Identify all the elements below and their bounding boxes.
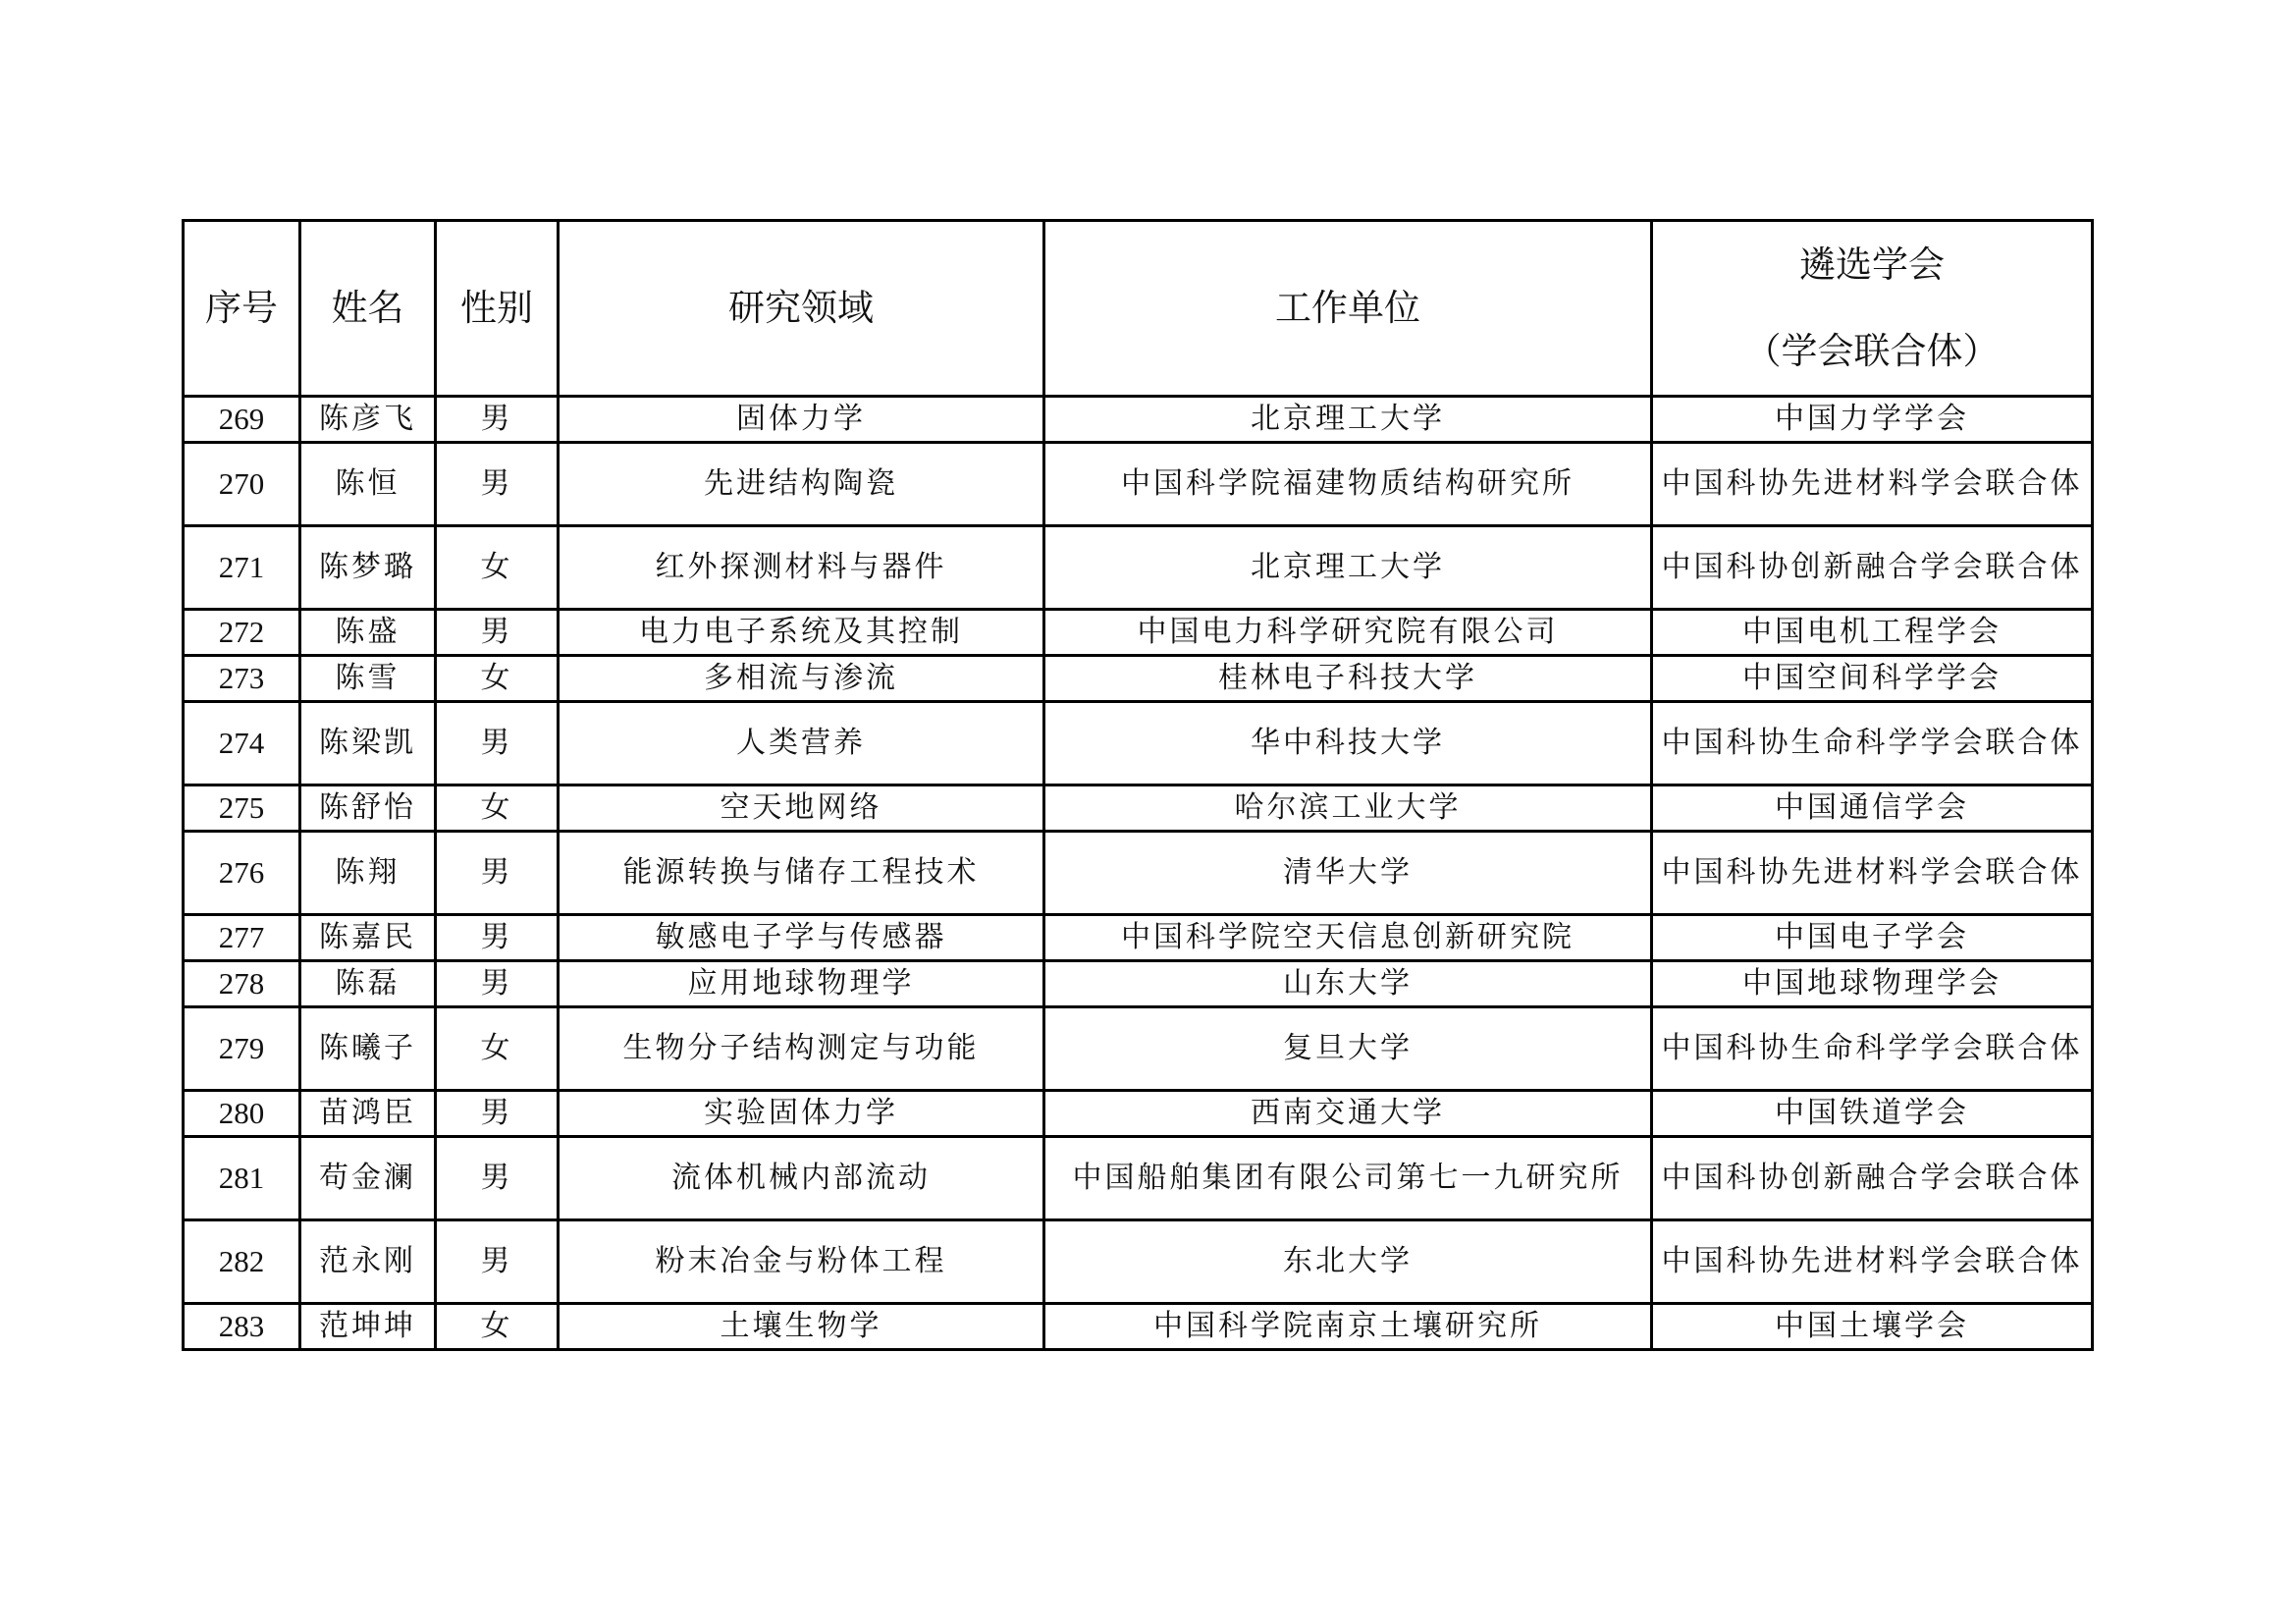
cell-gender: 男 (436, 702, 559, 785)
cell-org: 东北大学 (1044, 1220, 1652, 1304)
table-body (184, 397, 2093, 1350)
cell-name: 范坤坤 (300, 1304, 436, 1350)
cell-society: 中国通信学会 (1652, 785, 2093, 832)
table-row (184, 1220, 2093, 1304)
cell-gender: 男 (436, 1220, 559, 1304)
table-row (184, 1304, 2093, 1350)
table-row (184, 526, 2093, 610)
cell-field: 能源转换与储存工程技术 (559, 832, 1044, 915)
cell-org: 北京理工大学 (1044, 526, 1652, 610)
cell-gender: 女 (436, 785, 559, 832)
roster-sheet (182, 219, 2091, 1351)
cell-field: 生物分子结构测定与功能 (559, 1007, 1044, 1091)
cell-org: 中国科学院空天信息创新研究院 (1044, 915, 1652, 961)
cell-society: 中国地球物理学会 (1652, 961, 2093, 1007)
cell-society: 中国空间科学学会 (1652, 656, 2093, 702)
cell-name: 陈磊 (300, 961, 436, 1007)
table-row (184, 397, 2093, 443)
header-society (1652, 221, 2093, 397)
header-gender: 性别 (436, 221, 559, 397)
header-row (184, 221, 2093, 397)
cell-seq: 275 (184, 785, 300, 832)
cell-field: 先进结构陶瓷 (559, 443, 1044, 526)
cell-seq: 270 (184, 443, 300, 526)
table-row (184, 702, 2093, 785)
cell-seq: 269 (184, 397, 300, 443)
cell-name: 陈舒怡 (300, 785, 436, 832)
cell-society: 中国科协生命科学学会联合体 (1652, 1007, 2093, 1091)
cell-name: 苟金澜 (300, 1137, 436, 1220)
cell-org: 华中科技大学 (1044, 702, 1652, 785)
table-row (184, 1137, 2093, 1220)
cell-name: 陈翔 (300, 832, 436, 915)
cell-field: 人类营养 (559, 702, 1044, 785)
cell-name: 陈雪 (300, 656, 436, 702)
header-society-line2: （学会联合体） (1744, 330, 2000, 372)
cell-society: 中国科协先进材料学会联合体 (1652, 832, 2093, 915)
cell-seq: 281 (184, 1137, 300, 1220)
cell-org: 桂林电子科技大学 (1044, 656, 1652, 702)
cell-society: 中国电机工程学会 (1652, 610, 2093, 656)
cell-gender: 男 (436, 832, 559, 915)
cell-gender: 男 (436, 1091, 559, 1137)
cell-gender: 女 (436, 656, 559, 702)
cell-society: 中国科协先进材料学会联合体 (1652, 1220, 2093, 1304)
cell-seq: 279 (184, 1007, 300, 1091)
cell-name: 陈梁凯 (300, 702, 436, 785)
cell-org: 中国科学院福建物质结构研究所 (1044, 443, 1652, 526)
cell-field: 多相流与渗流 (559, 656, 1044, 702)
cell-gender: 男 (436, 610, 559, 656)
cell-field: 应用地球物理学 (559, 961, 1044, 1007)
cell-society: 中国科协创新融合学会联合体 (1652, 1137, 2093, 1220)
table-row (184, 961, 2093, 1007)
cell-field: 红外探测材料与器件 (559, 526, 1044, 610)
cell-society: 中国电子学会 (1652, 915, 2093, 961)
table-row (184, 832, 2093, 915)
cell-seq: 277 (184, 915, 300, 961)
cell-gender: 女 (436, 526, 559, 610)
cell-name: 陈盛 (300, 610, 436, 656)
cell-name: 陈恒 (300, 443, 436, 526)
cell-field: 空天地网络 (559, 785, 1044, 832)
cell-seq: 273 (184, 656, 300, 702)
cell-seq: 278 (184, 961, 300, 1007)
header-org: 工作单位 (1044, 221, 1652, 397)
cell-gender: 男 (436, 1137, 559, 1220)
cell-field: 实验固体力学 (559, 1091, 1044, 1137)
cell-name: 陈彦飞 (300, 397, 436, 443)
cell-org: 西南交通大学 (1044, 1091, 1652, 1137)
header-seq: 序号 (184, 221, 300, 397)
cell-society: 中国土壤学会 (1652, 1304, 2093, 1350)
cell-org: 北京理工大学 (1044, 397, 1652, 443)
cell-seq: 280 (184, 1091, 300, 1137)
table-row (184, 610, 2093, 656)
cell-gender: 男 (436, 443, 559, 526)
cell-field: 电力电子系统及其控制 (559, 610, 1044, 656)
cell-name: 苗鸿臣 (300, 1091, 436, 1137)
cell-society: 中国科协创新融合学会联合体 (1652, 526, 2093, 610)
cell-gender: 男 (436, 961, 559, 1007)
cell-name: 陈曦子 (300, 1007, 436, 1091)
cell-seq: 271 (184, 526, 300, 610)
cell-gender: 男 (436, 397, 559, 443)
cell-field: 流体机械内部流动 (559, 1137, 1044, 1220)
cell-field: 固体力学 (559, 397, 1044, 443)
cell-society: 中国力学学会 (1652, 397, 2093, 443)
cell-org: 山东大学 (1044, 961, 1652, 1007)
header-field: 研究领域 (559, 221, 1044, 397)
cell-org: 中国科学院南京土壤研究所 (1044, 1304, 1652, 1350)
cell-field: 粉末冶金与粉体工程 (559, 1220, 1044, 1304)
cell-seq: 283 (184, 1304, 300, 1350)
table-row (184, 915, 2093, 961)
cell-name: 陈嘉民 (300, 915, 436, 961)
header-name: 姓名 (300, 221, 436, 397)
cell-gender: 男 (436, 915, 559, 961)
table-row (184, 656, 2093, 702)
cell-org: 哈尔滨工业大学 (1044, 785, 1652, 832)
cell-society: 中国科协生命科学学会联合体 (1652, 702, 2093, 785)
cell-org: 中国电力科学研究院有限公司 (1044, 610, 1652, 656)
cell-field: 敏感电子学与传感器 (559, 915, 1044, 961)
cell-field: 土壤生物学 (559, 1304, 1044, 1350)
cell-seq: 272 (184, 610, 300, 656)
table-row (184, 785, 2093, 832)
cell-gender: 女 (436, 1304, 559, 1350)
cell-society: 中国铁道学会 (1652, 1091, 2093, 1137)
table-row (184, 443, 2093, 526)
cell-org: 复旦大学 (1044, 1007, 1652, 1091)
header-society-line1: 遴选学会 (1799, 244, 1945, 286)
cell-society: 中国科协先进材料学会联合体 (1652, 443, 2093, 526)
cell-seq: 276 (184, 832, 300, 915)
roster-table (182, 219, 2094, 1351)
cell-name: 陈梦璐 (300, 526, 436, 610)
table-row (184, 1007, 2093, 1091)
cell-name: 范永刚 (300, 1220, 436, 1304)
cell-seq: 282 (184, 1220, 300, 1304)
cell-gender: 女 (436, 1007, 559, 1091)
cell-seq: 274 (184, 702, 300, 785)
cell-org: 清华大学 (1044, 832, 1652, 915)
table-row (184, 1091, 2093, 1137)
cell-org: 中国船舶集团有限公司第七一九研究所 (1044, 1137, 1652, 1220)
